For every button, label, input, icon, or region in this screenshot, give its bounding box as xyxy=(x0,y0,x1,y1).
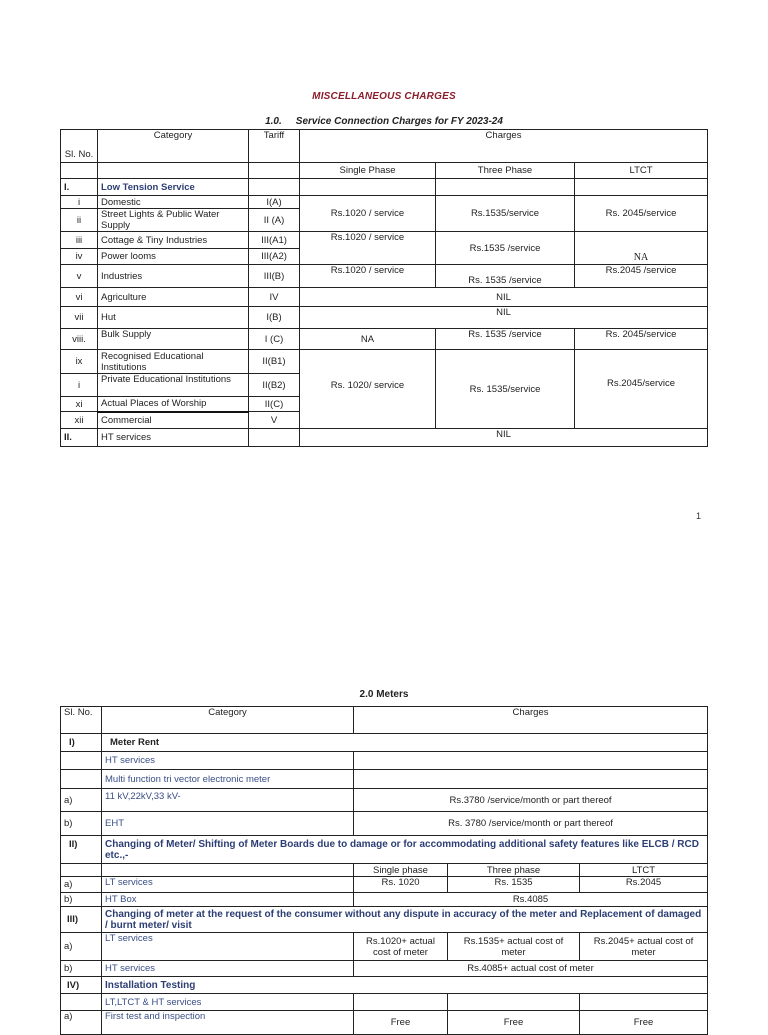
header-category: Category xyxy=(98,130,249,163)
row-number: a) xyxy=(61,877,102,893)
row-tariff: I(B) xyxy=(249,307,300,329)
row-number: i xyxy=(61,196,98,209)
empty-cell xyxy=(354,994,448,1011)
header-single-phase: Single Phase xyxy=(300,163,436,179)
row-category: LT,LTCT & HT services xyxy=(102,994,354,1011)
row-ltct: Free xyxy=(580,1011,708,1035)
row-category: Cottage & Tiny Industries xyxy=(98,232,249,249)
row-three-phase: Rs.1535/service xyxy=(436,196,575,232)
empty-cell xyxy=(61,770,102,789)
row-category: HT services xyxy=(98,429,249,447)
row-single-phase: Rs.1020 / service xyxy=(300,196,436,232)
table-row xyxy=(61,307,708,329)
section-row xyxy=(61,977,708,994)
table-row xyxy=(61,752,708,770)
header-three-phase: Three Phase xyxy=(436,163,575,179)
row-category: Actual Places of Worship xyxy=(98,397,249,412)
row-tariff: IV xyxy=(249,288,300,307)
group-row xyxy=(61,179,708,196)
table-header-row xyxy=(61,130,708,163)
group-number: II. xyxy=(61,429,98,447)
empty-cell xyxy=(249,429,300,447)
section-row xyxy=(61,734,708,752)
empty-cell xyxy=(354,752,708,770)
row-category: HT services xyxy=(102,752,354,770)
row-charges: NIL xyxy=(300,307,708,329)
empty-cell xyxy=(448,994,580,1011)
row-number: viii. xyxy=(61,329,98,350)
empty-cell xyxy=(61,163,98,179)
section-number: I) xyxy=(61,734,102,752)
row-number: iv xyxy=(61,249,98,265)
header-ltct: LTCT xyxy=(580,864,708,877)
page-number: 1 xyxy=(696,511,702,521)
row-category: HT Box xyxy=(102,893,354,907)
row-category: Street Lights & Public Water Supply xyxy=(98,209,249,232)
row-three-phase: Rs. 1535 /service xyxy=(436,265,575,288)
row-number: ix xyxy=(61,350,98,374)
empty-cell xyxy=(102,864,354,877)
row-category: Multi function tri vector electronic meter xyxy=(102,770,354,789)
row-number: a) xyxy=(61,933,102,961)
section-number: II) xyxy=(61,836,102,864)
empty-cell xyxy=(61,752,102,770)
row-category: Industries xyxy=(98,265,249,288)
row-three-phase: Rs. 1535 xyxy=(448,877,580,893)
row-tariff: III(A2) xyxy=(249,249,300,265)
row-number: iii xyxy=(61,232,98,249)
table-row xyxy=(61,877,708,893)
row-ltct: Rs.2045/service xyxy=(575,350,708,429)
header-tariff: Tariff xyxy=(249,130,300,163)
header-category: Category xyxy=(102,707,354,734)
row-single-phase: Rs.1020 / service xyxy=(300,232,436,265)
row-category: LT services xyxy=(102,877,354,893)
row-tariff: II(B1) xyxy=(249,350,300,374)
row-category: Hut xyxy=(98,307,249,329)
table-row xyxy=(61,1011,708,1035)
row-ltct: NA xyxy=(575,232,708,265)
row-number: b) xyxy=(61,812,102,836)
table-row xyxy=(61,789,708,812)
table-row xyxy=(61,329,708,350)
row-number: a) xyxy=(61,789,102,812)
empty-cell xyxy=(249,163,300,179)
group-label: Low Tension Service xyxy=(98,179,249,196)
table-row xyxy=(61,933,708,961)
section-2-heading: 2.0 Meters xyxy=(359,689,409,700)
group-number: I. xyxy=(61,179,98,196)
empty-cell xyxy=(580,994,708,1011)
row-number: xi xyxy=(61,397,98,412)
header-single-phase: Single phase xyxy=(354,864,448,877)
row-tariff: I(A) xyxy=(249,196,300,209)
row-ltct: Rs. 2045/service xyxy=(575,196,708,232)
section-1-number: 1.0. xyxy=(265,116,282,127)
table-row xyxy=(61,770,708,789)
row-three-phase: Rs.1535+ actual cost of meter xyxy=(448,933,580,961)
row-number: ii xyxy=(61,209,98,232)
row-number: vii xyxy=(61,307,98,329)
empty-cell xyxy=(436,179,575,196)
section-label: Installation Testing xyxy=(102,977,708,994)
section-label: Changing of meter at the request of the consumer without any dispute in accuracy of the meter and Replacement of damaged / burnt meter/ visit xyxy=(102,907,708,933)
row-category: LT services xyxy=(102,933,354,961)
row-charges: Rs.4085+ actual cost of meter xyxy=(354,961,708,977)
row-ltct: Rs.2045 xyxy=(580,877,708,893)
row-three-phase: Rs. 1535/service xyxy=(436,350,575,429)
row-tariff: III(B) xyxy=(249,265,300,288)
header-sl-no: Sl. No. xyxy=(61,707,102,734)
row-charges: Rs.3780 /service/month or part thereof xyxy=(354,789,708,812)
header-charges: Charges xyxy=(354,707,708,734)
row-three-phase: Rs. 1535 /service xyxy=(436,329,575,350)
header-sl-no: Sl. No. xyxy=(61,130,98,163)
row-tariff: III(A1) xyxy=(249,232,300,249)
table-subheader-row xyxy=(61,163,708,179)
row-single-phase: Rs.1020 / service xyxy=(300,265,436,288)
section-1-heading xyxy=(0,116,768,127)
row-category: HT services xyxy=(102,961,354,977)
header-charges: Charges xyxy=(300,130,708,163)
table-row xyxy=(61,232,708,249)
row-category: EHT xyxy=(102,812,354,836)
table-row xyxy=(61,961,708,977)
empty-cell xyxy=(98,163,249,179)
row-category: Domestic xyxy=(98,196,249,209)
section-row xyxy=(61,836,708,864)
row-category: Recognised Educational Institutions xyxy=(98,350,249,374)
row-number: vi xyxy=(61,288,98,307)
row-three-phase: Free xyxy=(448,1011,580,1035)
row-three-phase: Rs.1535 /service xyxy=(436,232,575,265)
row-category: Bulk Supply xyxy=(98,329,249,350)
row-number: v xyxy=(61,265,98,288)
row-number: xii xyxy=(61,412,98,429)
row-number: b) xyxy=(61,893,102,907)
header-ltct: LTCT xyxy=(575,163,708,179)
section-label: Changing of Meter/ Shifting of Meter Boards due to damage or for accommodating additional safety features like ELCB / RCD etc.,- xyxy=(102,836,708,864)
row-single-phase: Free xyxy=(354,1011,448,1035)
group-row xyxy=(61,429,708,447)
meters-charges-table xyxy=(60,706,708,1035)
row-single-phase: Rs. 1020 xyxy=(354,877,448,893)
row-tariff: II(C) xyxy=(249,397,300,412)
table-row xyxy=(61,893,708,907)
table-row xyxy=(61,350,708,374)
row-charges: NIL xyxy=(300,288,708,307)
empty-cell xyxy=(61,994,102,1011)
row-category: 11 kV,22kV,33 kV- xyxy=(102,789,354,812)
table-row xyxy=(61,196,708,209)
row-category: Private Educational Institutions xyxy=(98,374,249,397)
empty-cell xyxy=(354,770,708,789)
row-ltct: Rs.2045 /service xyxy=(575,265,708,288)
section-number: IV) xyxy=(61,977,102,994)
table-row xyxy=(61,265,708,288)
row-single-phase: Rs. 1020/ service xyxy=(300,350,436,412)
table-subheader-row xyxy=(61,864,708,877)
section-number: III) xyxy=(61,907,102,933)
table-row xyxy=(61,812,708,836)
service-connection-charges-table xyxy=(60,129,708,447)
empty-cell xyxy=(61,864,102,877)
row-category: Power looms xyxy=(98,249,249,265)
row-number: b) xyxy=(61,961,102,977)
empty-cell xyxy=(300,412,436,429)
document-title: MISCELLANEOUS CHARGES xyxy=(312,91,456,102)
table-row xyxy=(61,994,708,1011)
row-tariff: V xyxy=(249,412,300,429)
row-number: a) xyxy=(61,1011,102,1035)
empty-cell xyxy=(575,179,708,196)
header-three-phase: Three phase xyxy=(448,864,580,877)
row-ltct: Rs. 2045/service xyxy=(575,329,708,350)
section-1-title: Service Connection Charges for FY 2023-24 xyxy=(295,116,503,127)
row-single-phase: NA xyxy=(300,329,436,350)
row-tariff: II(B2) xyxy=(249,374,300,397)
row-charges: NIL xyxy=(300,429,708,447)
row-single-phase: Rs.1020+ actual cost of meter xyxy=(354,933,448,961)
row-ltct: Rs.2045+ actual cost of meter xyxy=(580,933,708,961)
row-tariff: I (C) xyxy=(249,329,300,350)
row-category: Commercial xyxy=(98,412,249,429)
section-label: Meter Rent xyxy=(102,734,708,752)
row-number: i xyxy=(61,374,98,397)
empty-cell xyxy=(249,179,300,196)
section-row xyxy=(61,907,708,933)
table-row xyxy=(61,288,708,307)
row-charges: Rs. 3780 /service/month or part thereof xyxy=(354,812,708,836)
row-tariff: II (A) xyxy=(249,209,300,232)
table-header-row xyxy=(61,707,708,734)
row-category: Agriculture xyxy=(98,288,249,307)
row-category: First test and inspection xyxy=(102,1011,354,1035)
empty-cell xyxy=(300,179,436,196)
row-charges: Rs.4085 xyxy=(354,893,708,907)
